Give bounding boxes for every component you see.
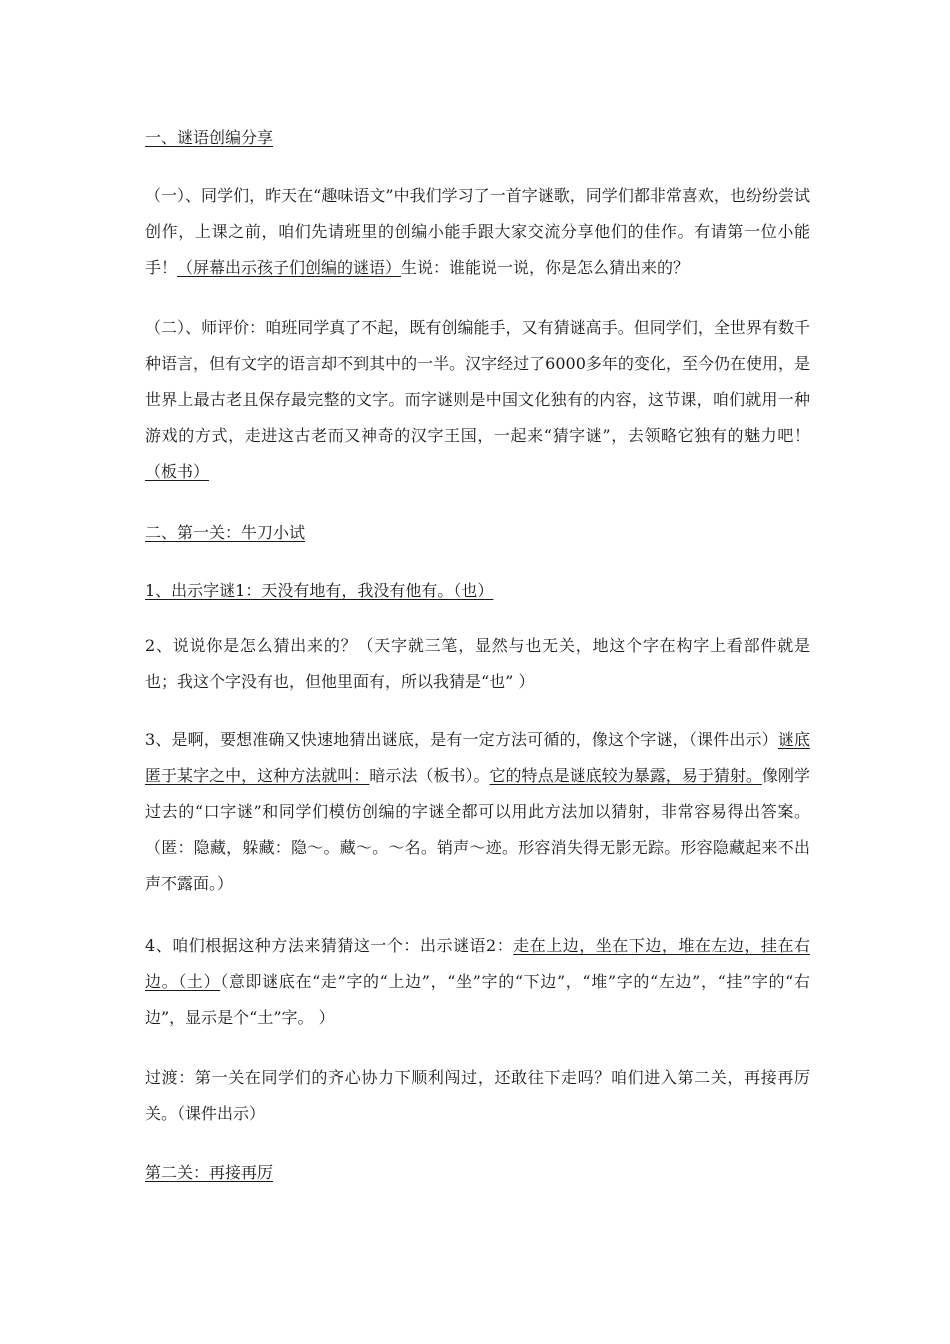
transition-paragraph: 过渡：第一关在同学们的齐心协力下顺利闯过，还敢往下走吗？咱们进入第二关，再接再厉关。（课件出示） [145, 1068, 810, 1123]
paragraph-1-tail: 生说：谁能说一说，你是怎么猜出来的？ [401, 258, 690, 277]
paragraph-2-underline: （板书） [145, 462, 210, 481]
paragraph-1 [145, 178, 810, 286]
item-3-method: 暗示法（板书）。 [369, 766, 490, 785]
item-3-text: 3、是啊，要想准确又快速地猜出谜底，是有一定方法可循的，像这个字谜，（课件出示） [145, 730, 778, 749]
section-heading-3: 第二关：再接再厉 [145, 1163, 274, 1182]
item-3-underline-2: 它的特点是谜底较为暴露，易于猜射。 [489, 766, 762, 785]
item-4-text: 4、咱们根据这种方法来猜猜这一个：出示谜语2： [145, 936, 514, 955]
section-heading-2: 二、第一关：牛刀小试 [145, 523, 306, 542]
paragraph-1-text: （一）、同学们，昨天在“趣味语文”中我们学习了一首字谜歌，同学们都非常喜欢，也纷纷尝试创作，上课之前，咱们先请班里的创编小能手跟大家交流分享他们的佳作。有请第一位小能手！ [145, 186, 810, 277]
item-4 [145, 928, 810, 1036]
item-1: 1、出示字谜1：天没有地有，我没有他有。（也） [145, 581, 494, 600]
item-2: 2、说说你是怎么猜出来的？（天字就三笔，显然与也无关，地这个字在构字上看部件就是也；我这个字没有也，但他里面有，所以我猜是“也” ） [145, 636, 810, 691]
paragraph-2-text: （二）、师评价：咱班同学真了不起，既有创编能手，又有猜谜高手。但同学们，全世界有数千种语言，但有文字的语言却不到其中的一半。汉字经过了6000多年的变化，至今仍在使用，是世界上最古老且保存最完整的文字。而字谜则是中国文化独有的内容，这节课，咱们就用一种游戏的方式，走进这古老而又神奇的汉字王国，一起来“猜字谜”，去领略它独有的魅力吧！ [145, 318, 810, 445]
item-3 [145, 722, 810, 902]
paragraph-1-underline: （屏幕出示孩子们创编的谜语） [177, 258, 402, 277]
item-4-underline: 走在上边，坐在下边，堆在左边，挂在右边。（土） [145, 936, 810, 991]
paragraph-2 [145, 310, 810, 490]
item-3-tail: 像刚学过去的“口字谜”和同学们模仿创编的字谜全都可以用此方法加以猜射，非常容易得出答案。（匿：隐藏，躲藏：隐～。藏～。～名。销声～迹。形容消失得无影无踪。形容隐藏起来不出声不露面。） [145, 766, 810, 893]
item-4-tail: （意即谜底在“走”字的“上边”，“坐”字的“下边”，“堆”字的“左边”，“挂”字的“右边”，显示是个“土”字。 ） [145, 972, 810, 1027]
item-3-underline-1: 谜底匿于某字之中，这种方法就叫： [145, 730, 810, 785]
section-heading-1: 一、谜语创编分享 [145, 128, 274, 147]
